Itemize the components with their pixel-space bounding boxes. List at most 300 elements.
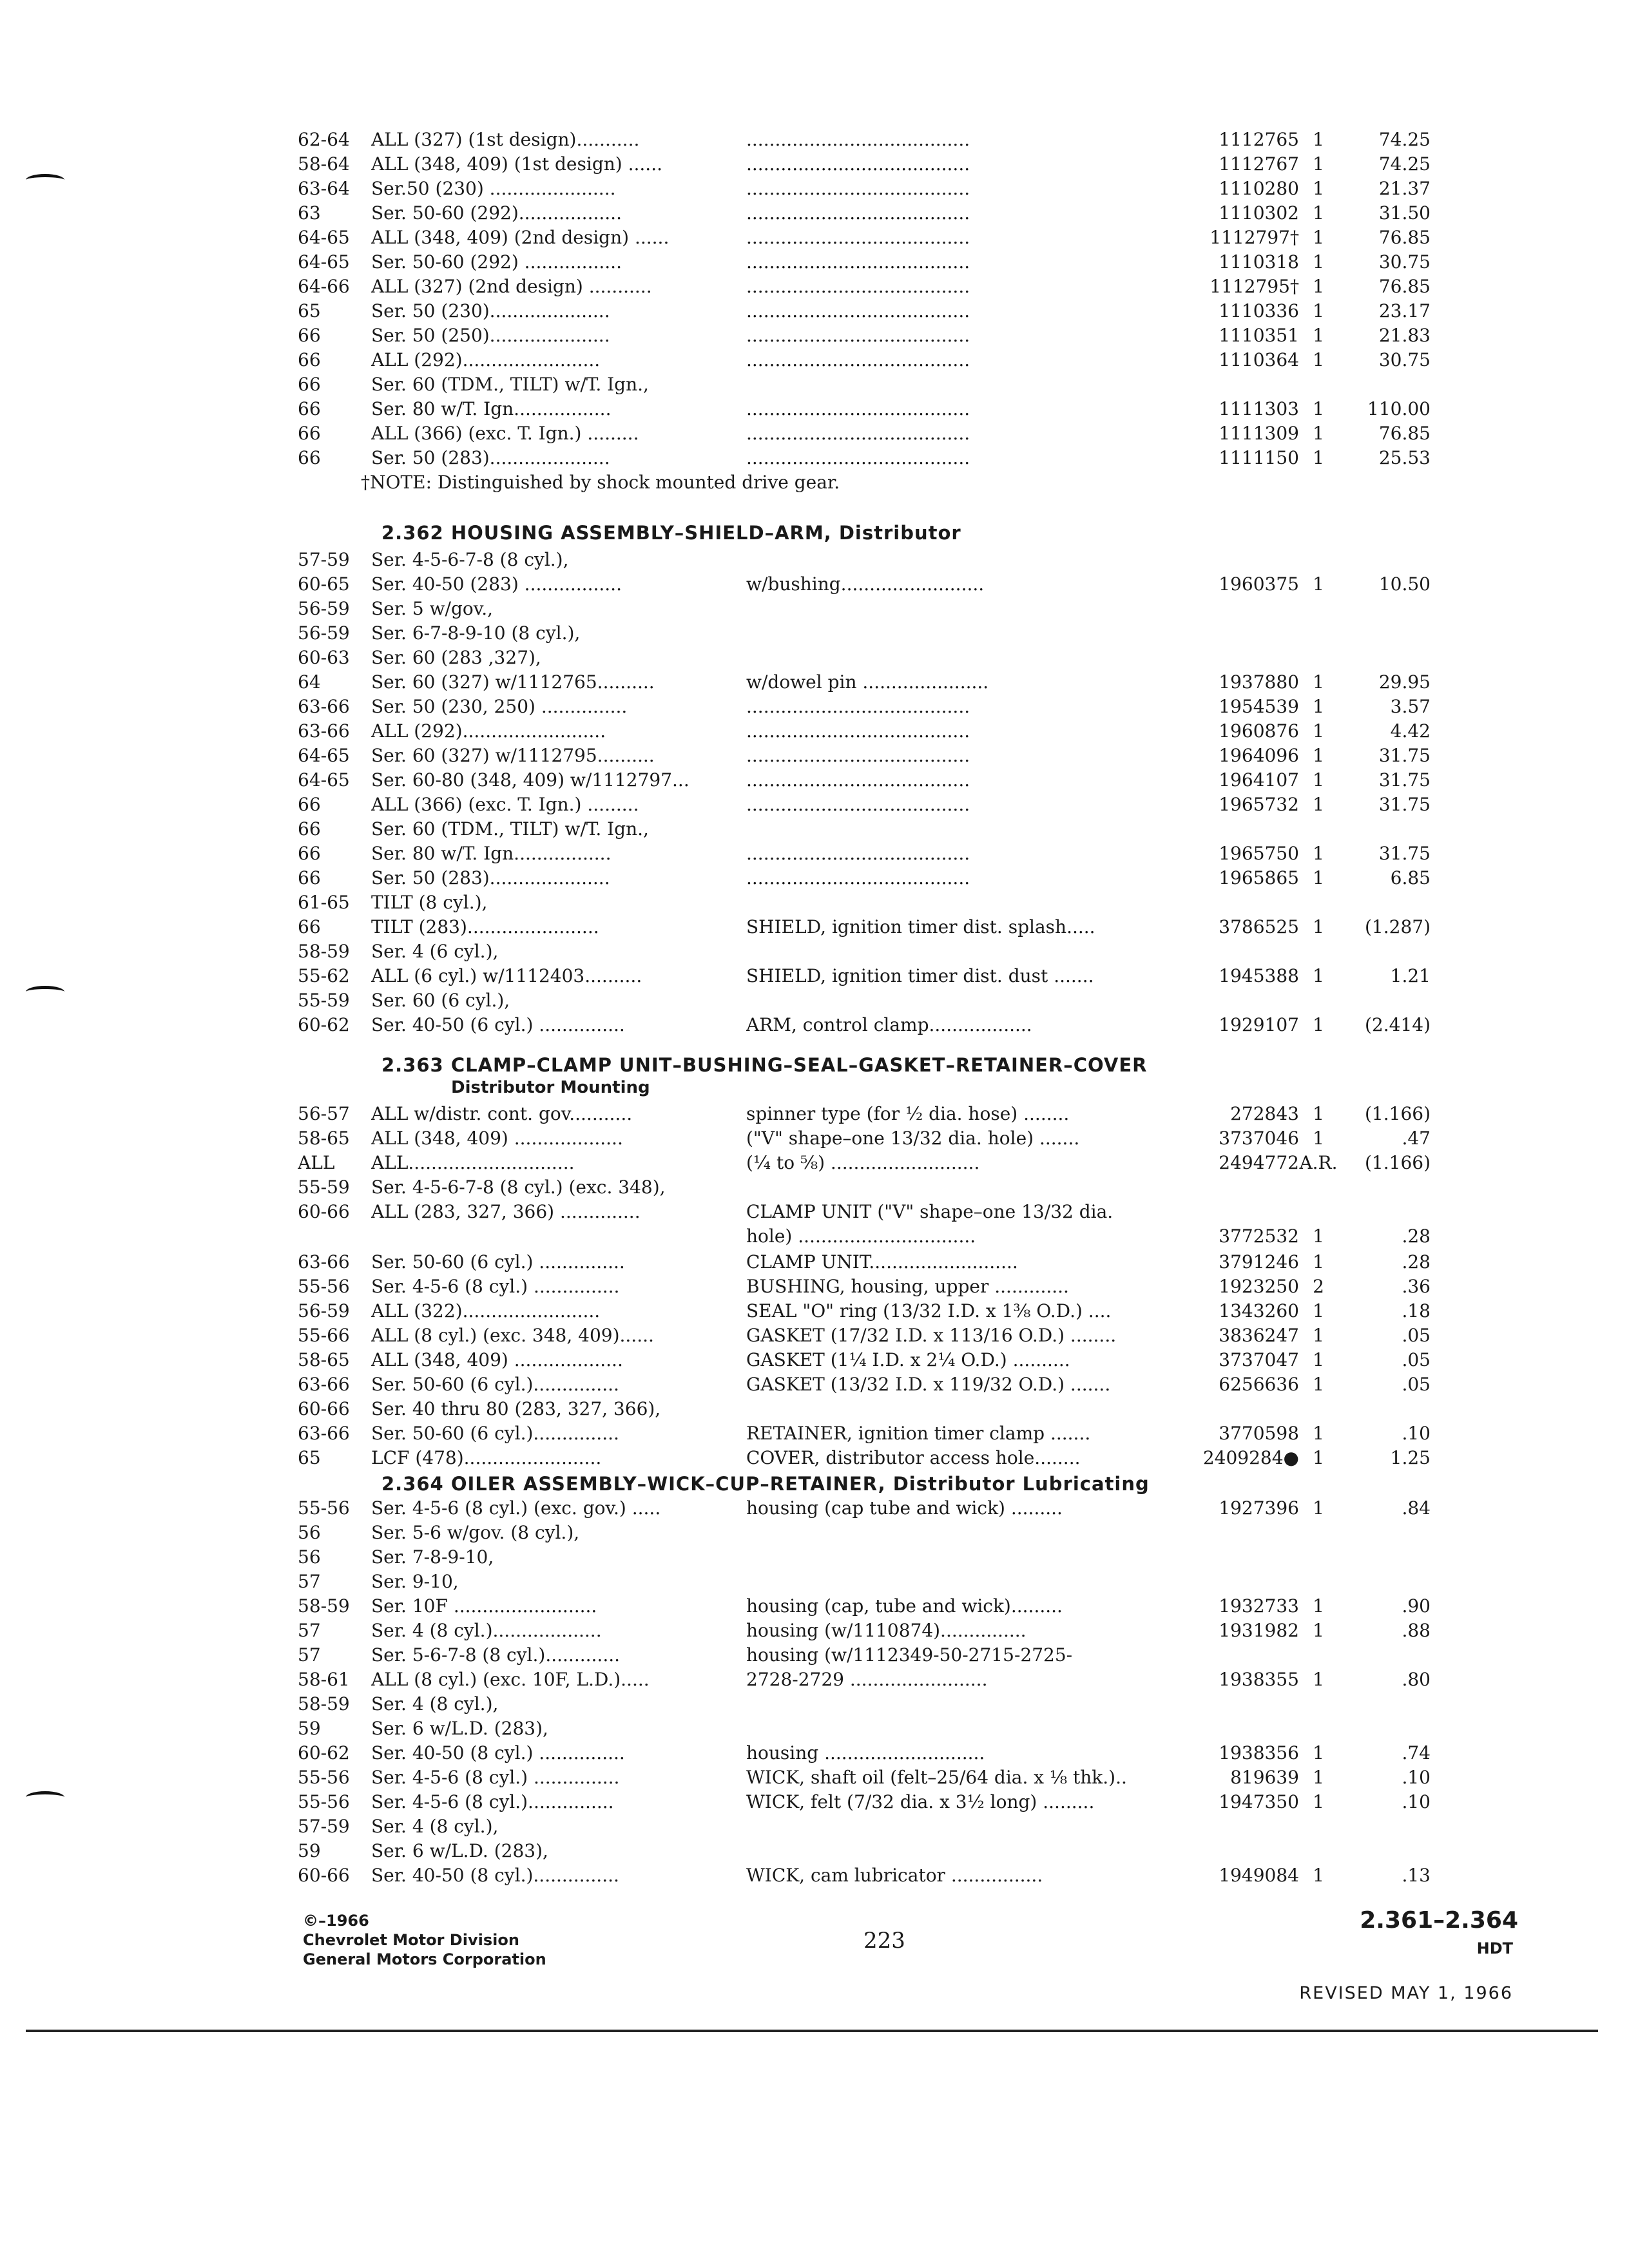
cell-price: .84 xyxy=(1402,1497,1431,1519)
footer-corporation: General Motors Corporation xyxy=(303,1950,546,1968)
cell-model: ALL (292)........................ xyxy=(371,349,601,370)
cell-year: 66 xyxy=(298,374,321,395)
cell-model: ALL (366) (exc. T. Ign.) ......... xyxy=(371,794,639,815)
table-row xyxy=(0,128,1629,152)
cell-model: Ser. 6 w/L.D. (283), xyxy=(371,1840,548,1861)
cell-year: 64-65 xyxy=(298,251,350,273)
table-row xyxy=(0,1619,1629,1643)
cell-price: .10 xyxy=(1402,1791,1431,1812)
table-row xyxy=(0,1716,1629,1741)
table-row xyxy=(0,250,1629,274)
cell-year: 57-59 xyxy=(298,549,350,570)
table-row xyxy=(0,768,1629,793)
table-row xyxy=(0,1521,1629,1545)
cell-price: 74.25 xyxy=(1378,129,1431,150)
cell-qty: 1 xyxy=(1313,1865,1324,1886)
cell-part: 1937880 xyxy=(1219,671,1299,693)
table-row xyxy=(0,915,1629,939)
cell-desc: SHIELD, ignition timer dist. dust ....... xyxy=(746,965,1094,986)
cell-year: 58-59 xyxy=(298,1595,350,1617)
cell-part: 1947350 xyxy=(1219,1791,1299,1812)
cell-model: Ser. 60 (TDM., TILT) w/T. Ign., xyxy=(371,374,649,395)
cell-desc: housing (cap, tube and wick)......... xyxy=(746,1595,1063,1617)
table-row xyxy=(0,572,1629,597)
cell-part: 1111150 xyxy=(1219,447,1299,468)
cell-model: Ser. 50-60 (6 cyl.) ............... xyxy=(371,1251,625,1273)
table-row xyxy=(0,274,1629,299)
cell-year: 56-59 xyxy=(298,622,350,644)
table-row xyxy=(0,397,1629,421)
cell-qty: 1 xyxy=(1313,916,1324,937)
cell-qty: 1 xyxy=(1313,671,1324,693)
cell-qty: 1 xyxy=(1313,1423,1324,1444)
cell-price: .10 xyxy=(1402,1423,1431,1444)
cell-year: ALL xyxy=(298,1152,335,1173)
cell-part: 3786525 xyxy=(1219,916,1299,937)
table-row xyxy=(0,1863,1629,1888)
table-row xyxy=(0,988,1629,1013)
table-row xyxy=(0,1013,1629,1037)
cell-desc: ....................................... xyxy=(746,276,970,297)
cell-year: 60-62 xyxy=(298,1014,350,1035)
cell-qty: 1 xyxy=(1313,1128,1324,1149)
cell-model: Ser. 7-8-9-10, xyxy=(371,1546,494,1568)
cell-model: Ser. 4 (8 cyl.), xyxy=(371,1816,499,1837)
table-row xyxy=(0,1545,1629,1570)
cell-part: 1110302 xyxy=(1219,202,1299,224)
cell-price: 30.75 xyxy=(1378,251,1431,273)
table-row xyxy=(0,646,1629,670)
cell-year: 58-65 xyxy=(298,1128,350,1149)
cell-part: 2409284● xyxy=(1202,1447,1299,1468)
cell-price: .05 xyxy=(1402,1349,1431,1370)
cell-model: Ser. 80 w/T. Ign................. xyxy=(371,843,612,864)
cell-part: 1343260 xyxy=(1219,1300,1299,1321)
cell-model: ALL............................. xyxy=(371,1152,575,1173)
cell-part: 1112765 xyxy=(1219,129,1299,150)
cell-year: 56 xyxy=(298,1522,321,1543)
cell-year: 55-59 xyxy=(298,990,350,1011)
cell-qty: 1 xyxy=(1313,276,1324,297)
cell-desc: ....................................... xyxy=(746,251,970,273)
cell-qty: 1 xyxy=(1313,1595,1324,1617)
cell-price: 31.50 xyxy=(1378,202,1431,224)
section-title-2364: 2.364 OILER ASSEMBLY–WICK–CUP–RETAINER, Distributor Lubricating xyxy=(381,1473,1150,1495)
table-row xyxy=(0,152,1629,177)
cell-model: Ser. 4-5-6 (8 cyl.) (exc. gov.) ..... xyxy=(371,1497,661,1519)
cell-price: 21.83 xyxy=(1378,325,1431,346)
cell-year: 66 xyxy=(298,867,321,889)
cell-part: 1927396 xyxy=(1219,1497,1299,1519)
cell-part: 1949084 xyxy=(1219,1865,1299,1886)
cell-model: Ser. 6-7-8-9-10 (8 cyl.), xyxy=(371,622,581,644)
cell-qty: 1 xyxy=(1313,129,1324,150)
cell-model: Ser. 50 (230)..................... xyxy=(371,300,610,322)
section-title-2362: 2.362 HOUSING ASSEMBLY–SHIELD–ARM, Distributor xyxy=(381,522,961,544)
cell-price: 76.85 xyxy=(1378,423,1431,444)
cell-qty: 1 xyxy=(1313,1300,1324,1321)
cell-desc: WICK, felt (7/32 dia. x 3½ long) ......... xyxy=(746,1791,1095,1812)
cell-desc: ....................................... xyxy=(746,153,970,175)
table-row xyxy=(0,1421,1629,1446)
cell-model: Ser. 5-6-7-8 (8 cyl.)............. xyxy=(371,1644,621,1666)
cell-qty: A.R. xyxy=(1299,1152,1338,1173)
cell-model: Ser. 50 (230, 250) ............... xyxy=(371,696,628,717)
table-row xyxy=(0,1667,1629,1692)
cell-qty: 1 xyxy=(1313,1374,1324,1395)
cell-price: 21.37 xyxy=(1378,178,1431,199)
cell-desc: COVER, distributor access hole........ xyxy=(746,1447,1081,1468)
table-row xyxy=(0,1299,1629,1323)
footer-copyright: ©–1966 xyxy=(303,1912,369,1930)
cell-price: .36 xyxy=(1402,1276,1431,1297)
cell-year: 60-66 xyxy=(298,1865,350,1886)
cell-model: Ser. 50-60 (6 cyl.)............... xyxy=(371,1374,619,1395)
cell-model: Ser. 40-50 (6 cyl.) ............... xyxy=(371,1014,625,1035)
cell-year: 66 xyxy=(298,349,321,370)
cell-year: 60-65 xyxy=(298,573,350,595)
cell-desc: ....................................... xyxy=(746,300,970,322)
cell-price: 10.50 xyxy=(1378,573,1431,595)
cell-year: 66 xyxy=(298,447,321,468)
cell-part: 1923250 xyxy=(1219,1276,1299,1297)
cell-price: 110.00 xyxy=(1367,398,1431,419)
cell-qty: 1 xyxy=(1313,423,1324,444)
table-row xyxy=(0,1348,1629,1372)
cell-qty: 1 xyxy=(1313,1103,1324,1124)
cell-year: 66 xyxy=(298,423,321,444)
cell-model: Ser. 60 (6 cyl.), xyxy=(371,990,510,1011)
cell-desc: CLAMP UNIT.......................... xyxy=(746,1251,1018,1273)
cell-model: ALL (366) (exc. T. Ign.) ......... xyxy=(371,423,639,444)
cell-price: 30.75 xyxy=(1378,349,1431,370)
cell-desc: ....................................... xyxy=(746,696,970,717)
cell-model: Ser. 5 w/gov., xyxy=(371,598,494,619)
cell-model: ALL (348, 409) ................... xyxy=(371,1349,623,1370)
cell-model: Ser. 50-60 (6 cyl.)............... xyxy=(371,1423,619,1444)
cell-desc: ....................................... xyxy=(746,325,970,346)
cell-year: 59 xyxy=(298,1840,321,1861)
table-row xyxy=(0,866,1629,890)
cell-model: Ser. 50 (283)..................... xyxy=(371,867,610,889)
cell-part: 1945388 xyxy=(1219,965,1299,986)
cell-qty: 1 xyxy=(1313,1669,1324,1690)
cell-desc: ....................................... xyxy=(746,867,970,889)
cell-desc: ....................................... xyxy=(746,227,970,248)
cell-model: ALL (6 cyl.) w/1112403.......... xyxy=(371,965,642,986)
cell-desc: GASKET (17/32 I.D. x 113/16 O.D.) ........ xyxy=(746,1325,1117,1346)
cell-desc: 2728-2729 ........................ xyxy=(746,1669,988,1690)
cell-desc: SEAL "O" ring (13/32 I.D. x 1⅜ O.D.) .... xyxy=(746,1300,1112,1321)
cell-qty: 1 xyxy=(1313,1325,1324,1346)
cell-year: 59 xyxy=(298,1718,321,1739)
table-row xyxy=(0,372,1629,397)
footer-publisher xyxy=(303,1911,546,1969)
cell-price: (1.287) xyxy=(1364,916,1431,937)
cell-desc: hole) ............................... xyxy=(746,1225,976,1247)
cell-year: 65 xyxy=(298,300,321,322)
cell-desc: CLAMP UNIT ("V" shape–one 13/32 dia. xyxy=(746,1201,1113,1222)
cell-price: 29.95 xyxy=(1378,671,1431,693)
cell-model: Ser. 6 w/L.D. (283), xyxy=(371,1718,548,1739)
cell-model: LCF (478)........................ xyxy=(371,1447,602,1468)
cell-model: Ser. 40-50 (283) ................. xyxy=(371,573,622,595)
cell-price: .13 xyxy=(1402,1865,1431,1886)
cell-price: .90 xyxy=(1402,1595,1431,1617)
cell-qty: 1 xyxy=(1313,573,1324,595)
cell-year: 58-65 xyxy=(298,1349,350,1370)
cell-desc: w/bushing......................... xyxy=(746,573,985,595)
cell-qty: 1 xyxy=(1313,1014,1324,1035)
cell-desc: ....................................... xyxy=(746,720,970,742)
cell-qty: 1 xyxy=(1313,696,1324,717)
cell-price: 6.85 xyxy=(1390,867,1431,889)
cell-price: .05 xyxy=(1402,1374,1431,1395)
cell-year: 66 xyxy=(298,398,321,419)
table-row xyxy=(0,323,1629,348)
table-row xyxy=(0,964,1629,988)
table-row xyxy=(0,597,1629,621)
cell-year: 58-64 xyxy=(298,153,350,175)
cell-qty: 1 xyxy=(1313,349,1324,370)
cell-desc: RETAINER, ignition timer clamp ....... xyxy=(746,1423,1091,1444)
table-row xyxy=(0,719,1629,744)
cell-year: 55-56 xyxy=(298,1276,350,1297)
cell-part: 3791246 xyxy=(1219,1251,1299,1273)
cell-desc: ....................................... xyxy=(746,843,970,864)
table-row xyxy=(0,890,1629,915)
cell-year: 60-66 xyxy=(298,1201,350,1222)
cell-model: ALL (8 cyl.) (exc. 348, 409)...... xyxy=(371,1325,654,1346)
cell-qty: 1 xyxy=(1313,325,1324,346)
cell-model: ALL (348, 409) (2nd design) ...... xyxy=(371,227,670,248)
cell-part: 1110318 xyxy=(1219,251,1299,273)
cell-desc: housing ............................ xyxy=(746,1742,985,1763)
cell-model: Ser. 80 w/T. Ign................. xyxy=(371,398,612,419)
cell-year: 55-56 xyxy=(298,1791,350,1812)
table-row xyxy=(0,1741,1629,1765)
cell-price: 31.75 xyxy=(1378,843,1431,864)
cell-price: 76.85 xyxy=(1378,227,1431,248)
cell-model: Ser. 60 (TDM., TILT) w/T. Ign., xyxy=(371,818,649,840)
cell-price: .28 xyxy=(1402,1251,1431,1273)
cell-year: 57 xyxy=(298,1571,321,1592)
cell-desc: ....................................... xyxy=(746,794,970,815)
cell-part: 3772532 xyxy=(1219,1225,1299,1247)
cell-model: Ser. 4-5-6-7-8 (8 cyl.) (exc. 348), xyxy=(371,1177,666,1198)
cell-qty: 1 xyxy=(1313,1791,1324,1812)
cell-part: 1965865 xyxy=(1219,867,1299,889)
cell-model: Ser. 4-5-6 (8 cyl.) ............... xyxy=(371,1276,620,1297)
cell-qty: 1 xyxy=(1313,794,1324,815)
cell-price: 74.25 xyxy=(1378,153,1431,175)
cell-qty: 1 xyxy=(1313,1742,1324,1763)
cell-price: 23.17 xyxy=(1378,300,1431,322)
cell-qty: 1 xyxy=(1313,720,1324,742)
cell-part: 1938356 xyxy=(1219,1742,1299,1763)
cell-year: 55-56 xyxy=(298,1767,350,1788)
cell-year: 63-66 xyxy=(298,720,350,742)
cell-year: 56-59 xyxy=(298,598,350,619)
table-row xyxy=(0,1446,1629,1470)
table-row xyxy=(0,421,1629,446)
cell-model: Ser. 5-6 w/gov. (8 cyl.), xyxy=(371,1522,580,1543)
cell-part: 819639 xyxy=(1230,1767,1299,1788)
cell-part: 1964107 xyxy=(1219,769,1299,791)
cell-price: .74 xyxy=(1402,1742,1431,1763)
cell-part: 1954539 xyxy=(1219,696,1299,717)
cell-part: 3737046 xyxy=(1219,1128,1299,1149)
cell-model: ALL (348, 409) (1st design) ...... xyxy=(371,153,663,175)
cell-model: Ser. 50-60 (292).................. xyxy=(371,202,622,224)
cell-qty: 1 xyxy=(1313,398,1324,419)
cell-part: 1931982 xyxy=(1219,1620,1299,1641)
cell-year: 57 xyxy=(298,1620,321,1641)
cell-price: 31.75 xyxy=(1378,769,1431,791)
section-title-2363: 2.363 CLAMP–CLAMP UNIT–BUSHING–SEAL–GASKET–RETAINER–COVER xyxy=(381,1054,1148,1076)
cell-model: TILT (8 cyl.), xyxy=(371,892,488,913)
cell-part: 1110364 xyxy=(1219,349,1299,370)
cell-year: 64 xyxy=(298,671,321,693)
table-row xyxy=(0,939,1629,964)
table-row xyxy=(0,1151,1629,1175)
cell-desc: housing (w/1110874)............... xyxy=(746,1620,1027,1641)
cell-part: 1110336 xyxy=(1219,300,1299,322)
cell-desc: housing (cap tube and wick) ......... xyxy=(746,1497,1063,1519)
table-row xyxy=(0,1397,1629,1421)
table-row xyxy=(0,793,1629,817)
table-row xyxy=(0,348,1629,372)
cell-part: 3737047 xyxy=(1219,1349,1299,1370)
cell-part: 1965750 xyxy=(1219,843,1299,864)
table-row xyxy=(0,1126,1629,1151)
cell-part: 1960375 xyxy=(1219,573,1299,595)
cell-price: 3.57 xyxy=(1390,696,1431,717)
cell-part: 1960876 xyxy=(1219,720,1299,742)
cell-qty: 1 xyxy=(1313,745,1324,766)
cell-model: Ser. 40 thru 80 (283, 327, 366), xyxy=(371,1398,661,1419)
cell-part: 1112797† xyxy=(1210,227,1299,248)
cell-model: Ser. 9-10, xyxy=(371,1571,459,1592)
cell-price: .28 xyxy=(1402,1225,1431,1247)
cell-desc: spinner type (for ½ dia. hose) ........ xyxy=(746,1103,1070,1124)
cell-part: 1965732 xyxy=(1219,794,1299,815)
cell-price: .05 xyxy=(1402,1325,1431,1346)
page-number: 223 xyxy=(863,1928,905,1954)
table-row xyxy=(0,841,1629,866)
cell-desc: GASKET (1¼ I.D. x 2¼ O.D.) .......... xyxy=(746,1349,1070,1370)
cell-part: 6256636 xyxy=(1219,1374,1299,1395)
cell-model: Ser. 10F ......................... xyxy=(371,1595,597,1617)
cell-year: 66 xyxy=(298,916,321,937)
cell-model: Ser. 60 (327) w/1112795.......... xyxy=(371,745,655,766)
table-row xyxy=(0,1692,1629,1716)
cell-desc: (¼ to ⅝) .......................... xyxy=(746,1152,980,1173)
cell-year: 63 xyxy=(298,202,321,224)
cell-price: 76.85 xyxy=(1378,276,1431,297)
cell-model: ALL (322)........................ xyxy=(371,1300,601,1321)
table-row xyxy=(0,226,1629,250)
cell-year: 61-65 xyxy=(298,892,350,913)
cell-part: 1110280 xyxy=(1219,178,1299,199)
cell-price: 4.42 xyxy=(1390,720,1431,742)
table-row xyxy=(0,1102,1629,1126)
cell-part: 3836247 xyxy=(1219,1325,1299,1346)
table-row xyxy=(0,1323,1629,1348)
table-row xyxy=(0,299,1629,323)
cell-part: 1929107 xyxy=(1219,1014,1299,1035)
cell-model: ALL (327) (2nd design) ........... xyxy=(371,276,652,297)
cell-price: 1.25 xyxy=(1390,1447,1431,1468)
cell-qty: 1 xyxy=(1313,1767,1324,1788)
footer-division: Chevrolet Motor Division xyxy=(303,1931,519,1949)
cell-year: 63-64 xyxy=(298,178,350,199)
cell-price: .88 xyxy=(1402,1620,1431,1641)
cell-price: (1.166) xyxy=(1364,1152,1431,1173)
cell-year: 65 xyxy=(298,1447,321,1468)
cell-qty: 1 xyxy=(1313,178,1324,199)
cell-year: 58-59 xyxy=(298,1693,350,1715)
bottom-rule xyxy=(26,2030,1598,2032)
cell-qty: 1 xyxy=(1313,251,1324,273)
cell-price: .80 xyxy=(1402,1669,1431,1690)
cell-part: 1111309 xyxy=(1219,423,1299,444)
cell-qty: 1 xyxy=(1313,965,1324,986)
cell-desc: housing (w/1112349-50-2715-2725- xyxy=(746,1644,1073,1666)
cell-qty: 1 xyxy=(1313,867,1324,889)
cell-desc: ....................................... xyxy=(746,178,970,199)
cell-price: 31.75 xyxy=(1378,794,1431,815)
cell-price: .10 xyxy=(1402,1767,1431,1788)
table-row xyxy=(0,1175,1629,1200)
cell-year: 55-66 xyxy=(298,1325,350,1346)
cell-model: Ser. 4-5-6 (8 cyl.) ............... xyxy=(371,1767,620,1788)
cell-model: Ser. 50-60 (292) ................. xyxy=(371,251,622,273)
table-row xyxy=(0,1274,1629,1299)
cell-desc: w/dowel pin ...................... xyxy=(746,671,989,693)
table-row xyxy=(0,548,1629,572)
cell-year: 64-65 xyxy=(298,227,350,248)
cell-qty: 1 xyxy=(1313,300,1324,322)
section-note: †NOTE: Distinguished by shock mounted drive gear. xyxy=(361,472,840,493)
cell-qty: 1 xyxy=(1313,153,1324,175)
table-row xyxy=(0,177,1629,201)
cell-year: 63-66 xyxy=(298,1251,350,1273)
section-subtitle-2363: Distributor Mounting xyxy=(451,1078,650,1097)
table-row xyxy=(0,1496,1629,1521)
cell-year: 63-66 xyxy=(298,1374,350,1395)
table-row xyxy=(0,1594,1629,1619)
table-row xyxy=(0,1372,1629,1397)
cell-year: 58-59 xyxy=(298,941,350,962)
cell-year: 62-64 xyxy=(298,129,350,150)
cell-year: 55-56 xyxy=(298,1497,350,1519)
cell-qty: 1 xyxy=(1313,1497,1324,1519)
cell-price: 1.21 xyxy=(1390,965,1431,986)
cell-price: 31.75 xyxy=(1378,745,1431,766)
cell-desc: BUSHING, housing, upper ............. xyxy=(746,1276,1069,1297)
table-row xyxy=(0,1224,1629,1249)
table-row xyxy=(0,1814,1629,1839)
table-row xyxy=(0,1200,1629,1224)
cell-year: 66 xyxy=(298,843,321,864)
cell-model: ALL (283, 327, 366) .............. xyxy=(371,1201,641,1222)
cell-part: 1964096 xyxy=(1219,745,1299,766)
cell-desc: GASKET (13/32 I.D. x 119/32 O.D.) ....... xyxy=(746,1374,1111,1395)
table-row xyxy=(0,1765,1629,1790)
cell-model: ALL (348, 409) ................... xyxy=(371,1128,623,1149)
cell-desc: ....................................... xyxy=(746,349,970,370)
